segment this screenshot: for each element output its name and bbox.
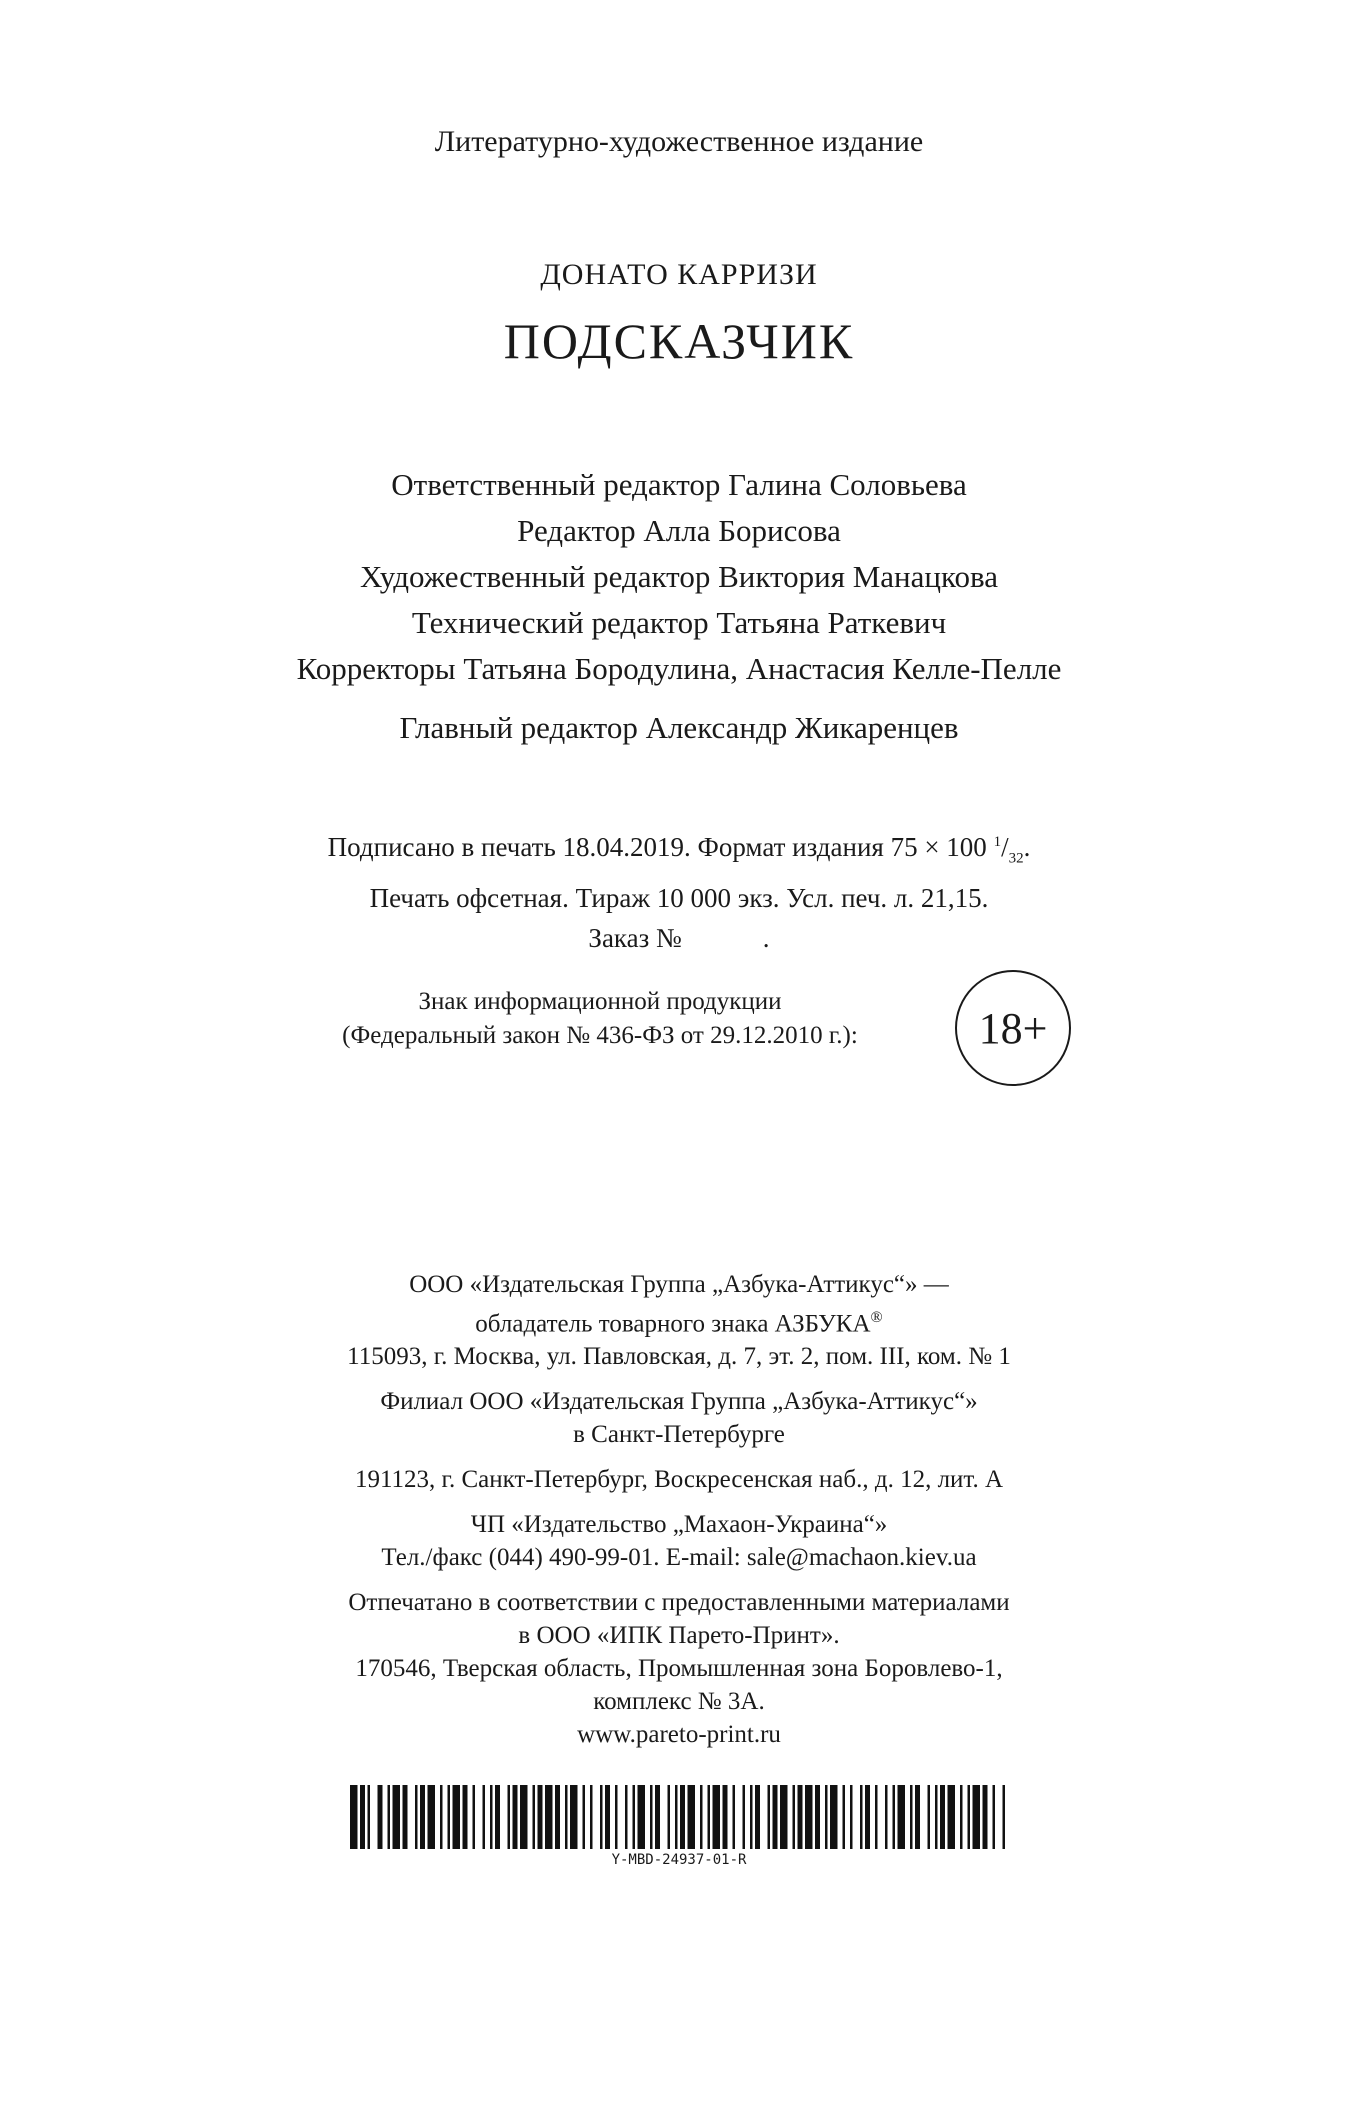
barcode-bar: [700, 1785, 703, 1849]
barcode-bar: [830, 1785, 838, 1849]
barcode-bar: [655, 1785, 660, 1849]
barcode-bar: [1003, 1785, 1006, 1849]
barcode-bar: [865, 1785, 870, 1849]
barcode-bar: [393, 1785, 401, 1849]
trademark-text: обладатель товарного знака АЗБУКА: [475, 1310, 871, 1338]
barcode-bar: [935, 1785, 938, 1849]
barcode-bar: [723, 1785, 728, 1849]
barcode-bar: [750, 1785, 753, 1849]
barcode-bar: [815, 1785, 820, 1849]
barcode-bar: [910, 1785, 913, 1849]
publisher-line: [0, 1301, 1358, 1340]
age-rating-badge: 18+: [955, 970, 1071, 1086]
registered-mark: ®: [870, 1309, 883, 1326]
barcode-bar: [508, 1785, 511, 1849]
barcode-bar: [403, 1785, 408, 1849]
barcode-bar: [983, 1785, 988, 1849]
barcode-bar: [875, 1785, 878, 1849]
barcode-bar: [885, 1785, 888, 1849]
barcode-bar: [490, 1785, 493, 1849]
barcode-bar: [993, 1785, 996, 1849]
barcode-bar: [453, 1785, 461, 1849]
publisher-line: ООО «Издательская Группа „Азбука-Аттикус“» —: [409, 1271, 949, 1298]
printer-website: www.pareto-print.ru: [577, 1721, 781, 1749]
barcode-bar: [448, 1785, 451, 1849]
barcode-bar: [675, 1785, 678, 1849]
fraction-numerator: 1: [993, 834, 1002, 850]
print-info-line1: [0, 822, 1358, 878]
barcode-bar: [440, 1785, 443, 1849]
barcode: [350, 1785, 1010, 1849]
barcode-bar: [463, 1785, 468, 1849]
barcode-bar: [940, 1785, 945, 1849]
fraction-denominator: 32: [1008, 850, 1024, 867]
barcode-bar: [898, 1785, 906, 1849]
barcode-bar: [565, 1785, 568, 1849]
credit-line: Художественный редактор Виктория Манацкова: [360, 559, 998, 594]
barcode-bar: [360, 1785, 365, 1849]
chief-editor: Главный редактор Александр Жикаренцев: [399, 710, 959, 745]
barcode-bar: [545, 1785, 553, 1849]
barcode-bar: [538, 1785, 543, 1849]
barcode-bar: [960, 1785, 963, 1849]
barcode-bar: [680, 1785, 685, 1849]
barcode-bar: [768, 1785, 771, 1849]
printer-address: 170546, Тверская область, Промышленная зона Боровлево-1,: [355, 1655, 1003, 1683]
barcode-bar: [793, 1785, 796, 1849]
barcode-bar: [633, 1785, 636, 1849]
barcode-bar: [428, 1785, 436, 1849]
publisher-info: [0, 1268, 1358, 1751]
credit-line: Ответственный редактор Галина Соловьева: [391, 467, 967, 502]
print-info-line3: Заказ № .: [588, 923, 770, 954]
barcode-bar: [350, 1785, 358, 1849]
barcode-bar: [368, 1785, 371, 1849]
barcode-bar: [473, 1785, 476, 1849]
print-format-suffix: .: [1023, 832, 1031, 862]
barcode-bar: [780, 1785, 788, 1849]
barcode-bar: [600, 1785, 603, 1849]
barcode-bar: [555, 1785, 560, 1849]
barcode-bar: [388, 1785, 391, 1849]
barcode-bar: [605, 1785, 610, 1849]
credit-line: Технический редактор Татьяна Раткевич: [411, 605, 947, 640]
publisher-address: 115093, г. Москва, ул. Павловская, д. 7, эт. 2, пом. III, ком. № 1: [347, 1343, 1011, 1371]
print-info: [0, 822, 1358, 958]
barcode-bar: [638, 1785, 646, 1849]
barcode-bar: [625, 1785, 628, 1849]
barcode-bar: [668, 1785, 671, 1849]
barcode-bar: [708, 1785, 711, 1849]
barcode-bar: [968, 1785, 971, 1849]
age-label-text: [290, 985, 910, 1053]
barcode-bar: [495, 1785, 500, 1849]
barcode-bar: [755, 1785, 760, 1849]
barcode-bar: [798, 1785, 803, 1849]
branch-line: в Санкт-Петербурге: [573, 1421, 785, 1449]
branch-line: Филиал ООО «Издательская Группа „Азбука-Аттикус“»: [380, 1388, 978, 1416]
barcode-bar: [893, 1785, 896, 1849]
barcode-bar: [615, 1785, 618, 1849]
barcode-bar: [415, 1785, 418, 1849]
author-name: ДОНАТО КАРРИЗИ: [540, 258, 818, 291]
book-title: ПОДСКАЗЧИК: [503, 313, 855, 369]
barcode-bar: [805, 1785, 813, 1849]
print-info-line2: Печать офсетная. Тираж 10 000 экз. Усл. печ. л. 21,15.: [369, 883, 989, 914]
barcode-bar: [420, 1785, 425, 1849]
barcode-bar: [590, 1785, 593, 1849]
format-fraction: $^1/_{32}$: [993, 832, 1024, 867]
barcode-bar: [843, 1785, 846, 1849]
barcode-bar: [850, 1785, 853, 1849]
barcode-bar: [860, 1785, 863, 1849]
credits-list: [0, 462, 1358, 692]
age-label-line1: Знак информационной продукции: [418, 988, 782, 1015]
barcode-bar: [688, 1785, 696, 1849]
genre-label: Литературно-художественное издание: [434, 125, 924, 158]
barcode-bar: [533, 1785, 536, 1849]
credit-line: Редактор Алла Борисова: [517, 513, 841, 548]
barcode-bar: [520, 1785, 528, 1849]
contact-line: Тел./факс (044) 490-99-01. E-mail: sale@machaon.kiev.ua: [381, 1544, 977, 1572]
printer-line: Отпечатано в соответствии с предоставленными материалами: [348, 1589, 1010, 1617]
credit-line: Корректоры Татьяна Бородулина, Анастасия Келле-Пелле: [296, 651, 1062, 686]
barcode-bar: [733, 1785, 736, 1849]
barcode-bar: [915, 1785, 920, 1849]
barcode-bar: [773, 1785, 778, 1849]
barcode-bar: [483, 1785, 486, 1849]
barcode-bar: [825, 1785, 828, 1849]
barcode-bar: [928, 1785, 931, 1849]
barcode-bar: [713, 1785, 721, 1849]
barcode-bar: [583, 1785, 586, 1849]
barcode-bar: [948, 1785, 956, 1849]
barcode-bar: [513, 1785, 518, 1849]
branch-address: 191123, г. Санкт-Петербург, Воскресенская наб., д. 12, лит. А: [354, 1466, 1004, 1494]
barcode-bar: [973, 1785, 981, 1849]
barcode-text: Y-MBD-24937-01-R: [611, 1852, 747, 1868]
ukraine-publisher: ЧП «Издательство „Махаон-Украина“»: [470, 1511, 888, 1539]
printer-address: комплекс № 3А.: [593, 1688, 765, 1716]
barcode-bar: [743, 1785, 746, 1849]
age-label-line2: (Федеральный закон № 436-ФЗ от 29.12.2010 г.):: [342, 1022, 858, 1049]
barcode-bar: [650, 1785, 653, 1849]
barcode-bar: [570, 1785, 578, 1849]
print-format-text: Подписано в печать 18.04.2019. Формат издания 75 × 100: [327, 832, 994, 862]
printer-line: в ООО «ИПК Парето-Принт».: [518, 1622, 840, 1650]
barcode-bar: [378, 1785, 383, 1849]
